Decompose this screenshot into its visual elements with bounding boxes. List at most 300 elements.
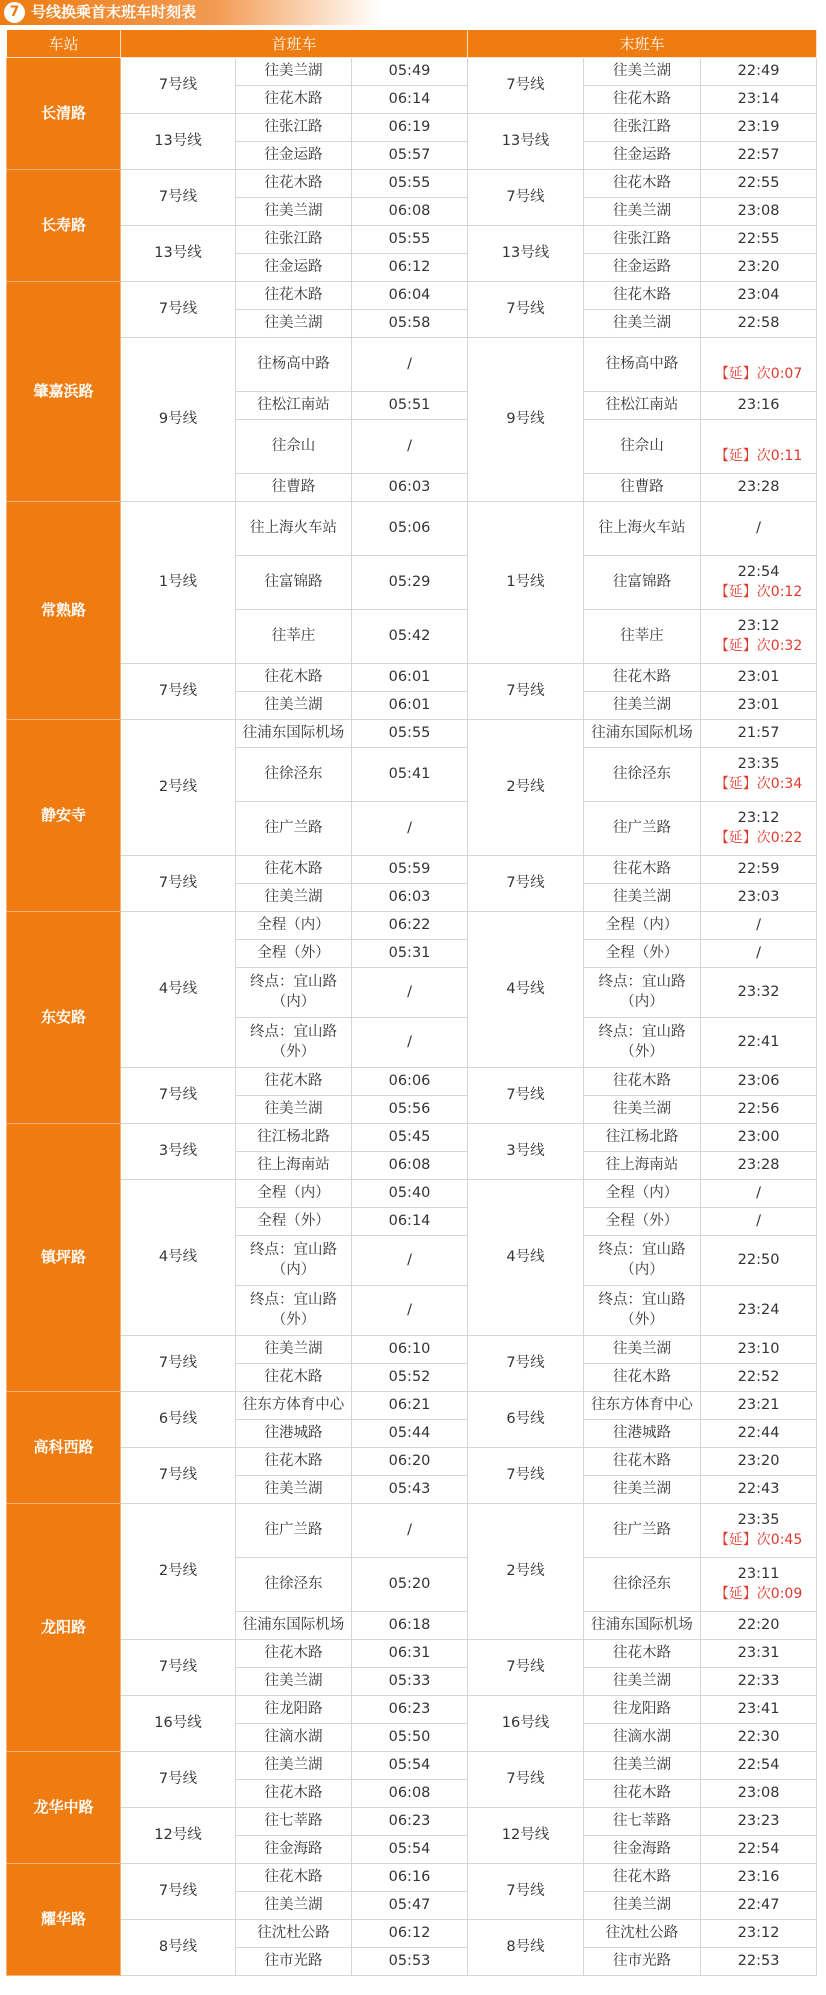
last-train-time: 23:35 [737,1512,780,1529]
last-train-direction: 往花木路 [584,1640,701,1668]
last-train-direction: 往东方体育中心 [584,1392,701,1420]
last-train-time: / [756,1184,761,1201]
last-train-direction: 往张江路 [584,114,701,142]
first-train-direction: 终点：宜山路 （外） [236,1286,352,1336]
last-train-direction: 往广兰路 [584,1504,701,1558]
first-train-time: / [352,1018,468,1068]
last-train-time: 23:35 [737,756,780,773]
last-train-time: 22:55 [737,174,780,191]
last-train-time-cell [701,1124,817,1152]
first-train-direction: 往美兰湖 [236,1096,352,1124]
station-name: 长清路 [7,58,121,170]
table-row [7,226,817,254]
table-row [7,1864,817,1892]
last-train-time-cell [701,720,817,748]
header-station: 车站 [7,30,121,58]
last-train-time-cell [701,502,817,556]
first-train-direction: 往上海火车站 [236,502,352,556]
last-train-line-label: 16号线 [468,1696,584,1752]
first-train-time: 06:14 [352,86,468,114]
last-train-line-label: 7号线 [468,856,584,912]
last-train-direction: 往花木路 [584,664,701,692]
first-train-line-label: 7号线 [121,58,236,114]
last-train-direction: 往上海南站 [584,1152,701,1180]
last-train-time: 22:20 [737,1616,780,1633]
last-train-time: 23:24 [737,1301,780,1318]
last-train-time: / [756,1212,761,1229]
title-bar [0,0,826,25]
last-train-time: 22:41 [737,1033,780,1050]
first-train-time: 06:01 [352,664,468,692]
last-train-time-cell [701,1286,817,1336]
first-train-direction: 终点：宜山路 （内） [236,968,352,1018]
station-name: 肇嘉浜路 [7,282,121,502]
extended-service-note: 【延】次0:07 [714,365,803,382]
last-train-time: 22:53 [737,1952,780,1969]
first-train-direction: 往美兰湖 [236,1892,352,1920]
station-name: 常熟路 [7,502,121,720]
last-train-time: 22:59 [737,860,780,877]
last-train-line-label: 4号线 [468,1180,584,1336]
line-7-badge-icon: 7 [4,2,25,23]
last-train-direction: 往花木路 [584,170,701,198]
first-train-line-label: 7号线 [121,170,236,226]
last-train-time: 22:44 [737,1424,780,1441]
last-train-time: 23:20 [737,1452,780,1469]
last-train-time: 23:12 [737,1924,780,1941]
last-train-time-cell [701,664,817,692]
last-train-direction: 往花木路 [584,282,701,310]
last-train-time-cell [701,1612,817,1640]
first-train-time: 05:55 [352,170,468,198]
first-train-direction: 往松江南站 [236,392,352,420]
station-name: 长寿路 [7,170,121,282]
first-train-direction: 往上海南站 [236,1152,352,1180]
first-train-direction: 往美兰湖 [236,1668,352,1696]
last-train-direction: 全程（内） [584,912,701,940]
first-train-time: 05:59 [352,856,468,884]
first-train-direction: 往美兰湖 [236,58,352,86]
last-train-line-label: 7号线 [468,58,584,114]
header-row [7,30,817,58]
first-train-line-label: 6号线 [121,1392,236,1448]
first-train-direction: 往东方体育中心 [236,1392,352,1420]
first-train-time: 05:20 [352,1558,468,1612]
last-train-direction: 往花木路 [584,856,701,884]
first-train-line-label: 4号线 [121,912,236,1068]
last-train-time: 23:31 [737,1644,780,1661]
last-train-time: 23:04 [737,286,780,303]
table-row [7,1640,817,1668]
last-train-direction: 终点：宜山路 （外） [584,1018,701,1068]
last-train-time: 23:23 [737,1812,780,1829]
last-train-direction: 往花木路 [584,1364,701,1392]
first-train-direction: 往美兰湖 [236,1752,352,1780]
last-train-time-cell [701,1336,817,1364]
last-train-direction: 往张江路 [584,226,701,254]
last-train-time-cell [701,968,817,1018]
table-row [7,664,817,692]
last-train-direction: 往美兰湖 [584,198,701,226]
first-train-direction: 往佘山 [236,420,352,474]
last-train-line-label: 7号线 [468,282,584,338]
last-train-time: 22:30 [737,1728,780,1745]
first-train-time: / [352,1236,468,1286]
station-name: 东安路 [7,912,121,1124]
last-train-direction: 全程（外） [584,940,701,968]
last-train-time-cell [701,1236,817,1286]
last-train-time: 22:54 [737,564,780,581]
first-train-direction: 往市光路 [236,1948,352,1976]
first-train-direction: 往富锦路 [236,556,352,610]
last-train-time: 21:57 [737,724,780,741]
first-train-direction: 往美兰湖 [236,1476,352,1504]
last-train-time-cell [701,556,817,610]
station-name: 镇坪路 [7,1124,121,1392]
last-train-line-label: 3号线 [468,1124,584,1180]
last-train-time-cell [701,226,817,254]
first-train-line-label: 9号线 [121,338,236,502]
first-train-time: 06:19 [352,114,468,142]
table-row [7,1392,817,1420]
first-train-time: 05:52 [352,1364,468,1392]
first-train-direction: 往金海路 [236,1836,352,1864]
last-train-time: 23:16 [737,396,780,413]
first-train-direction: 往美兰湖 [236,692,352,720]
station-name: 耀华路 [7,1864,121,1976]
last-train-time: 22:58 [737,314,780,331]
last-train-time-cell [701,748,817,802]
last-train-time: 22:50 [737,1251,780,1268]
first-train-line-label: 16号线 [121,1696,236,1752]
first-train-time: 06:20 [352,1448,468,1476]
last-train-line-label: 6号线 [468,1392,584,1448]
first-train-direction: 往花木路 [236,1780,352,1808]
last-train-time: 23:14 [737,90,780,107]
first-train-time: 05:47 [352,1892,468,1920]
last-train-time-cell [701,198,817,226]
first-train-direction: 往花木路 [236,1364,352,1392]
last-train-time: 23:08 [737,1784,780,1801]
first-train-line-label: 13号线 [121,226,236,282]
last-train-direction: 往松江南站 [584,392,701,420]
first-train-direction: 往江杨北路 [236,1124,352,1152]
last-train-time-cell [701,1724,817,1752]
first-train-direction: 全程（内） [236,1180,352,1208]
last-train-time: 22:47 [737,1896,780,1913]
first-train-direction: 往浦东国际机场 [236,720,352,748]
last-train-direction: 往美兰湖 [584,1668,701,1696]
first-train-direction: 往金运路 [236,142,352,170]
first-train-time: 05:51 [352,392,468,420]
first-train-direction: 往广兰路 [236,1504,352,1558]
last-train-direction: 往沈杜公路 [584,1920,701,1948]
last-train-time: / [756,944,761,961]
last-train-time-cell [701,254,817,282]
table-row [7,114,817,142]
last-train-time-cell [701,1018,817,1068]
last-train-time: 23:32 [737,983,780,1000]
first-train-time: 05:54 [352,1836,468,1864]
first-train-time: / [352,1504,468,1558]
last-train-time-cell [701,310,817,338]
first-train-line-label: 7号线 [121,1864,236,1920]
last-train-line-label: 2号线 [468,1504,584,1640]
last-train-time: 23:08 [737,202,780,219]
last-train-direction: 往金运路 [584,254,701,282]
last-train-time-cell [701,338,817,392]
last-train-line-label: 7号线 [468,1864,584,1920]
first-train-line-label: 7号线 [121,1068,236,1124]
last-train-direction: 往上海火车站 [584,502,701,556]
last-train-time: 22:54 [737,1756,780,1773]
last-train-time: 23:01 [737,696,780,713]
first-train-line-label: 3号线 [121,1124,236,1180]
last-train-time: 23:12 [737,810,780,827]
last-train-line-label: 7号线 [468,1640,584,1696]
first-train-line-label: 7号线 [121,664,236,720]
first-train-direction: 往花木路 [236,1640,352,1668]
last-train-line-label: 7号线 [468,170,584,226]
first-train-direction: 往美兰湖 [236,198,352,226]
timetable-body [7,58,817,1976]
last-train-direction: 往花木路 [584,86,701,114]
last-train-direction: 往徐泾东 [584,748,701,802]
last-train-direction: 往美兰湖 [584,692,701,720]
last-train-time: 22:55 [737,230,780,247]
last-train-time-cell [701,1068,817,1096]
first-train-direction: 往花木路 [236,664,352,692]
last-train-time-cell [701,1668,817,1696]
last-train-time: 23:12 [737,618,780,635]
last-train-time-cell [701,884,817,912]
extended-service-note: 【延】次0:12 [714,583,803,600]
first-train-time: 06:12 [352,254,468,282]
first-train-time: / [352,1286,468,1336]
first-train-time: 05:44 [352,1420,468,1448]
first-train-direction: 往广兰路 [236,802,352,856]
first-train-time: 06:23 [352,1696,468,1724]
last-train-time-cell [701,1696,817,1724]
first-train-time: 06:21 [352,1392,468,1420]
last-train-time: 23:03 [737,888,780,905]
last-train-line-label: 2号线 [468,720,584,856]
last-train-direction: 往徐泾东 [584,1558,701,1612]
table-row [7,58,817,86]
last-train-time-cell [701,1364,817,1392]
first-train-time: 06:22 [352,912,468,940]
first-train-time: 05:42 [352,610,468,664]
first-train-line-label: 1号线 [121,502,236,664]
first-train-direction: 往滴水湖 [236,1724,352,1752]
last-train-direction: 往美兰湖 [584,1752,701,1780]
last-train-time-cell [701,474,817,502]
last-train-time: 22:33 [737,1672,780,1689]
first-train-time: 06:16 [352,1864,468,1892]
last-train-time-cell [701,1780,817,1808]
first-train-time: 05:57 [352,142,468,170]
last-train-time-cell [701,1948,817,1976]
last-train-time: 23:10 [737,1340,780,1357]
first-train-time: 06:03 [352,474,468,502]
first-train-direction: 往花木路 [236,86,352,114]
first-train-direction: 往杨高中路 [236,338,352,392]
extended-service-note: 【延】次0:11 [714,447,803,464]
first-train-time: 05:31 [352,940,468,968]
last-train-direction: 往美兰湖 [584,310,701,338]
table-row [7,170,817,198]
table-row [7,912,817,940]
table-row [7,1504,817,1558]
first-train-time: 06:06 [352,1068,468,1096]
first-train-direction: 往花木路 [236,1448,352,1476]
header-last-train: 末班车 [468,30,817,58]
extended-service-note: 【延】次0:22 [714,829,803,846]
first-train-line-label: 2号线 [121,1504,236,1640]
first-train-direction: 往徐泾东 [236,1558,352,1612]
last-train-direction: 终点：宜山路 （外） [584,1286,701,1336]
first-train-line-label: 7号线 [121,1752,236,1808]
first-train-time: 06:23 [352,1808,468,1836]
first-train-direction: 往张江路 [236,114,352,142]
extended-service-note: 【延】次0:34 [714,775,803,792]
last-train-time: / [756,519,761,536]
last-train-direction: 往市光路 [584,1948,701,1976]
first-train-time: 06:14 [352,1208,468,1236]
last-train-time-cell [701,692,817,720]
last-train-line-label: 1号线 [468,502,584,664]
last-train-direction: 往金运路 [584,142,701,170]
last-train-line-label: 7号线 [468,1068,584,1124]
last-train-time: 22:54 [737,1840,780,1857]
last-train-time-cell [701,1448,817,1476]
first-train-direction: 往张江路 [236,226,352,254]
last-train-time-cell [701,282,817,310]
first-train-time: 05:53 [352,1948,468,1976]
last-train-direction: 往滴水湖 [584,1724,701,1752]
last-train-direction: 往江杨北路 [584,1124,701,1152]
first-train-time: / [352,420,468,474]
last-train-time: 23:20 [737,258,780,275]
last-train-line-label: 13号线 [468,226,584,282]
extended-service-note: 【延】次0:09 [714,1585,803,1602]
first-train-time: 05:43 [352,1476,468,1504]
last-train-time-cell [701,856,817,884]
first-train-time: 05:55 [352,226,468,254]
last-train-line-label: 9号线 [468,338,584,502]
first-train-time: / [352,338,468,392]
first-train-line-label: 7号线 [121,1448,236,1504]
last-train-direction: 往美兰湖 [584,1096,701,1124]
first-train-time: 05:58 [352,310,468,338]
last-train-time-cell [701,940,817,968]
first-train-time: 06:10 [352,1336,468,1364]
timetable [6,29,817,1976]
first-train-time: 06:08 [352,1780,468,1808]
first-train-direction: 往徐泾东 [236,748,352,802]
last-train-direction: 往花木路 [584,1068,701,1096]
first-train-line-label: 7号线 [121,282,236,338]
last-train-time-cell [701,58,817,86]
first-train-time: 05:49 [352,58,468,86]
first-train-time: 05:50 [352,1724,468,1752]
last-train-time [705,346,812,365]
table-row [7,1920,817,1948]
last-train-direction: 全程（外） [584,1208,701,1236]
station-name: 高科西路 [7,1392,121,1504]
first-train-direction: 往龙阳路 [236,1696,352,1724]
table-row [7,338,817,392]
last-train-direction: 往杨高中路 [584,338,701,392]
first-train-time: 05:55 [352,720,468,748]
last-train-time: 22:57 [737,146,780,163]
first-train-direction: 往莘庄 [236,610,352,664]
table-row [7,856,817,884]
last-train-time-cell [701,1558,817,1612]
last-train-time: 23:41 [737,1700,780,1717]
last-train-time: 23:28 [737,478,780,495]
last-train-time-cell [701,1420,817,1448]
last-train-line-label: 12号线 [468,1808,584,1864]
last-train-direction: 往富锦路 [584,556,701,610]
first-train-direction: 往美兰湖 [236,1336,352,1364]
last-train-direction: 往七莘路 [584,1808,701,1836]
first-train-line-label: 13号线 [121,114,236,170]
last-train-direction: 往花木路 [584,1780,701,1808]
last-train-time: 23:00 [737,1128,780,1145]
first-train-direction: 往沈杜公路 [236,1920,352,1948]
last-train-direction: 往美兰湖 [584,1476,701,1504]
last-train-direction: 终点：宜山路 （内） [584,968,701,1018]
last-train-direction: 终点：宜山路 （内） [584,1236,701,1286]
last-train-time-cell [701,1892,817,1920]
last-train-direction: 往花木路 [584,1448,701,1476]
first-train-line-label: 2号线 [121,720,236,856]
page-title: 号线换乘首末班车时刻表 [31,3,197,21]
last-train-direction: 往曹路 [584,474,701,502]
last-train-direction: 往港城路 [584,1420,701,1448]
first-train-direction: 往美兰湖 [236,310,352,338]
first-train-time: 05:54 [352,1752,468,1780]
station-name: 龙阳路 [7,1504,121,1752]
last-train-line-label: 8号线 [468,1920,584,1976]
last-train-direction: 往浦东国际机场 [584,720,701,748]
last-train-time-cell [701,1476,817,1504]
last-train-time: 22:49 [737,62,780,79]
last-train-time-cell [701,1096,817,1124]
last-train-time: 23:11 [737,1566,780,1583]
last-train-line-label: 7号线 [468,664,584,720]
last-train-direction: 往浦东国际机场 [584,1612,701,1640]
last-train-time-cell [701,114,817,142]
last-train-time: / [756,916,761,933]
last-train-direction: 往美兰湖 [584,884,701,912]
last-train-time: 23:28 [737,1156,780,1173]
first-train-line-label: 7号线 [121,1640,236,1696]
table-row [7,1808,817,1836]
last-train-time: 23:19 [737,118,780,135]
last-train-time-cell [701,420,817,474]
first-train-direction: 往浦东国际机场 [236,1612,352,1640]
last-train-time-cell [701,1864,817,1892]
first-train-direction: 往花木路 [236,282,352,310]
first-train-direction: 往金运路 [236,254,352,282]
first-train-time: 06:04 [352,282,468,310]
first-train-time: 05:40 [352,1180,468,1208]
table-row [7,502,817,556]
first-train-time: 06:01 [352,692,468,720]
last-train-time-cell [701,1180,817,1208]
